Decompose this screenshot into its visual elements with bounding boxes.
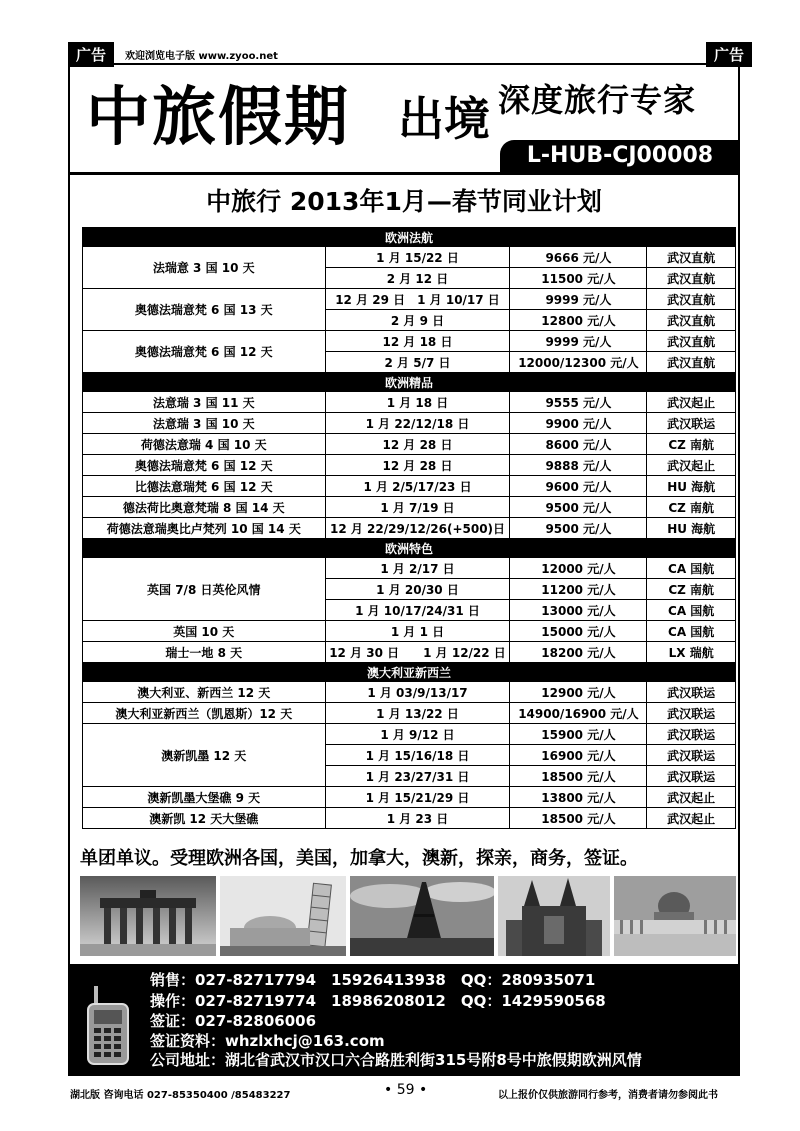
airline-cell: CA 国航 — [647, 600, 736, 621]
route-cell: 奥德法瑞意梵 6 国 13 天 — [83, 289, 326, 331]
price-cell: 9500 元/人 — [510, 518, 647, 539]
date-cell: 12 月 18 日 — [325, 331, 510, 352]
brand-sub: 出境 — [398, 92, 490, 146]
table-row — [83, 455, 736, 476]
date-cell: 12 月 30 日 1 月 12/22 日 — [325, 642, 510, 663]
date-cell: 1 月 9/12 日 — [325, 724, 510, 745]
date-cell: 1 月 15/22 日 — [325, 247, 510, 268]
airline-cell: 武汉联运 — [647, 682, 736, 703]
route-cell: 法意瑞 3 国 11 天 — [83, 392, 326, 413]
date-cell: 1 月 22/12/18 日 — [325, 413, 510, 434]
price-cell: 12800 元/人 — [510, 310, 647, 331]
airline-cell: CZ 南航 — [647, 579, 736, 600]
footer-hotline: 湖北版 咨询电话 027-85350400 /85483227 — [70, 1090, 291, 1101]
price-cell: 12900 元/人 — [510, 682, 647, 703]
section-title: 澳大利亚新西兰 — [83, 663, 736, 682]
airline-cell: 武汉起止 — [647, 392, 736, 413]
airline-cell: 武汉起止 — [647, 787, 736, 808]
table-row — [83, 331, 736, 352]
price-cell: 9888 元/人 — [510, 455, 647, 476]
airline-cell: CZ 南航 — [647, 434, 736, 455]
date-cell: 12 月 28 日 — [325, 455, 510, 476]
airline-cell: 武汉联运 — [647, 413, 736, 434]
date-cell: 1 月 03/9/13/17 — [325, 682, 510, 703]
table-row — [83, 497, 736, 518]
table-row — [83, 476, 736, 497]
airline-cell: 武汉联运 — [647, 724, 736, 745]
date-cell: 2 月 5/7 日 — [325, 352, 510, 373]
table-row — [83, 621, 736, 642]
route-cell: 奥德法瑞意梵 6 国 12 天 — [83, 331, 326, 373]
date-cell: 1 月 13/22 日 — [325, 703, 510, 724]
visa-docs-email[interactable]: 签证资料：whzlxhcj@163.com — [150, 1032, 385, 1050]
section-title: 欧洲特色 — [83, 539, 736, 558]
sales-contact: 销售：027-82717794 15926413938 QQ：280935071 — [150, 971, 596, 989]
price-cell: 11200 元/人 — [510, 579, 647, 600]
table-row — [83, 289, 736, 310]
footer-disclaimer: 以上报价仅供旅游同行参考，消费者请勿参阅此书 — [498, 1090, 718, 1101]
route-cell: 瑞士一地 8 天 — [83, 642, 326, 663]
price-cell: 13000 元/人 — [510, 600, 647, 621]
price-table — [82, 227, 736, 829]
date-cell: 1 月 15/21/29 日 — [325, 787, 510, 808]
airline-cell: LX 瑞航 — [647, 642, 736, 663]
table-row — [83, 518, 736, 539]
route-cell: 荷德法意瑞 4 国 10 天 — [83, 434, 326, 455]
date-cell: 2 月 9 日 — [325, 310, 510, 331]
section-header-row — [83, 373, 736, 392]
license-code: L-HUB-CJ00008 — [500, 140, 740, 172]
ad-label-left: 广告 — [68, 42, 114, 67]
price-cell: 9500 元/人 — [510, 497, 647, 518]
price-cell: 9666 元/人 — [510, 247, 647, 268]
table-row — [83, 724, 736, 745]
date-cell: 1 月 15/16/18 日 — [325, 745, 510, 766]
table-row — [83, 558, 736, 579]
date-cell: 12 月 29 日 1 月 10/17 日 — [325, 289, 510, 310]
brand-slogan: 深度旅行专家 — [498, 81, 697, 119]
airline-cell: 武汉联运 — [647, 703, 736, 724]
date-cell: 1 月 1 日 — [325, 621, 510, 642]
route-cell: 法意瑞 3 国 10 天 — [83, 413, 326, 434]
table-row — [83, 392, 736, 413]
contact-panel — [68, 964, 740, 1076]
date-cell: 1 月 23/27/31 日 — [325, 766, 510, 787]
airline-cell: HU 海航 — [647, 476, 736, 497]
price-cell: 9600 元/人 — [510, 476, 647, 497]
site-line: 欢迎浏览电子版 www.zyoo.net — [125, 51, 278, 62]
airline-cell: HU 海航 — [647, 518, 736, 539]
price-cell: 9999 元/人 — [510, 289, 647, 310]
price-cell: 11500 元/人 — [510, 268, 647, 289]
brandenburg-gate-photo — [80, 876, 216, 956]
table-row — [83, 434, 736, 455]
price-cell: 9900 元/人 — [510, 413, 647, 434]
price-cell: 8600 元/人 — [510, 434, 647, 455]
mobile-phone-icon — [82, 984, 146, 1066]
brand-name: 中旅假期 — [86, 81, 350, 155]
price-cell: 14900/16900 元/人 — [510, 703, 647, 724]
date-cell: 1 月 10/17/24/31 日 — [325, 600, 510, 621]
section-header-row — [83, 228, 736, 247]
route-cell: 德法荷比奥意梵瑞 8 国 14 天 — [83, 497, 326, 518]
table-row — [83, 682, 736, 703]
date-cell: 1 月 2/5/17/23 日 — [325, 476, 510, 497]
price-cell: 18200 元/人 — [510, 642, 647, 663]
ad-label-right: 广告 — [706, 42, 752, 67]
price-cell: 9555 元/人 — [510, 392, 647, 413]
price-cell: 18500 元/人 — [510, 808, 647, 829]
date-cell: 1 月 23 日 — [325, 808, 510, 829]
date-cell: 1 月 18 日 — [325, 392, 510, 413]
table-row — [83, 642, 736, 663]
date-cell: 1 月 2/17 日 — [325, 558, 510, 579]
section-header-row — [83, 539, 736, 558]
route-cell: 奥德法瑞意梵 6 国 12 天 — [83, 455, 326, 476]
route-cell: 荷德法意瑞奥比卢梵列 10 国 14 天 — [83, 518, 326, 539]
route-cell: 澳新凯 12 天大堡礁 — [83, 808, 326, 829]
airline-cell: CA 国航 — [647, 558, 736, 579]
price-cell: 15900 元/人 — [510, 724, 647, 745]
photo-strip — [80, 876, 736, 956]
plan-title: 中旅行 2013年1月—春节同业计划 — [206, 187, 602, 216]
airline-cell: 武汉起止 — [647, 455, 736, 476]
price-cell: 9999 元/人 — [510, 331, 647, 352]
airline-cell: 武汉起止 — [647, 808, 736, 829]
airline-cell: 武汉直航 — [647, 310, 736, 331]
route-cell: 澳新凯墨大堡礁 9 天 — [83, 787, 326, 808]
price-cell: 13800 元/人 — [510, 787, 647, 808]
table-row — [83, 247, 736, 268]
table-row — [83, 787, 736, 808]
date-cell: 2 月 12 日 — [325, 268, 510, 289]
route-cell: 澳大利亚新西兰（凯恩斯）12 天 — [83, 703, 326, 724]
page-number: • 59 • — [384, 1082, 428, 1098]
route-cell: 澳大利亚、新西兰 12 天 — [83, 682, 326, 703]
price-cell: 18500 元/人 — [510, 766, 647, 787]
section-header-row — [83, 663, 736, 682]
table-row — [83, 413, 736, 434]
airline-cell: 武汉直航 — [647, 268, 736, 289]
divider — [70, 172, 740, 175]
date-cell: 12 月 22/29/12/26(+500)日 — [325, 518, 510, 539]
route-cell: 英国 10 天 — [83, 621, 326, 642]
airline-cell: 武汉联运 — [647, 745, 736, 766]
airline-cell: 武汉直航 — [647, 352, 736, 373]
table-row — [83, 808, 736, 829]
cathedral-photo — [498, 876, 610, 956]
date-cell: 1 月 7/19 日 — [325, 497, 510, 518]
airline-cell: 武汉直航 — [647, 247, 736, 268]
table-row — [83, 703, 736, 724]
price-cell: 16900 元/人 — [510, 745, 647, 766]
route-cell: 英国 7/8 日英伦风情 — [83, 558, 326, 621]
st-peters-square-photo — [614, 876, 736, 956]
section-title: 欧洲法航 — [83, 228, 736, 247]
eiffel-tower-photo — [350, 876, 494, 956]
price-cell: 12000 元/人 — [510, 558, 647, 579]
route-cell: 比德法意瑞梵 6 国 12 天 — [83, 476, 326, 497]
date-cell: 1 月 20/30 日 — [325, 579, 510, 600]
airline-cell: CA 国航 — [647, 621, 736, 642]
pisa-tower-photo — [220, 876, 346, 956]
service-slogan: 单团单议。受理欧洲各国，美国，加拿大，澳新，探亲，商务，签证。 — [80, 848, 638, 869]
airline-cell: 武汉联运 — [647, 766, 736, 787]
visa-contact: 签证：027-82806006 — [150, 1012, 317, 1030]
price-cell: 12000/12300 元/人 — [510, 352, 647, 373]
section-title: 欧洲精品 — [83, 373, 736, 392]
ops-contact: 操作：027-82719774 18986208012 QQ：1429590568 — [150, 992, 606, 1010]
airline-cell: CZ 南航 — [647, 497, 736, 518]
route-cell: 澳新凯墨 12 天 — [83, 724, 326, 787]
route-cell: 法瑞意 3 国 10 天 — [83, 247, 326, 289]
date-cell: 12 月 28 日 — [325, 434, 510, 455]
price-cell: 15000 元/人 — [510, 621, 647, 642]
company-address: 公司地址：湖北省武汉市汉口六合路胜利街315号附8号中旅假期欧洲风情 — [150, 1051, 642, 1069]
airline-cell: 武汉直航 — [647, 331, 736, 352]
airline-cell: 武汉直航 — [647, 289, 736, 310]
